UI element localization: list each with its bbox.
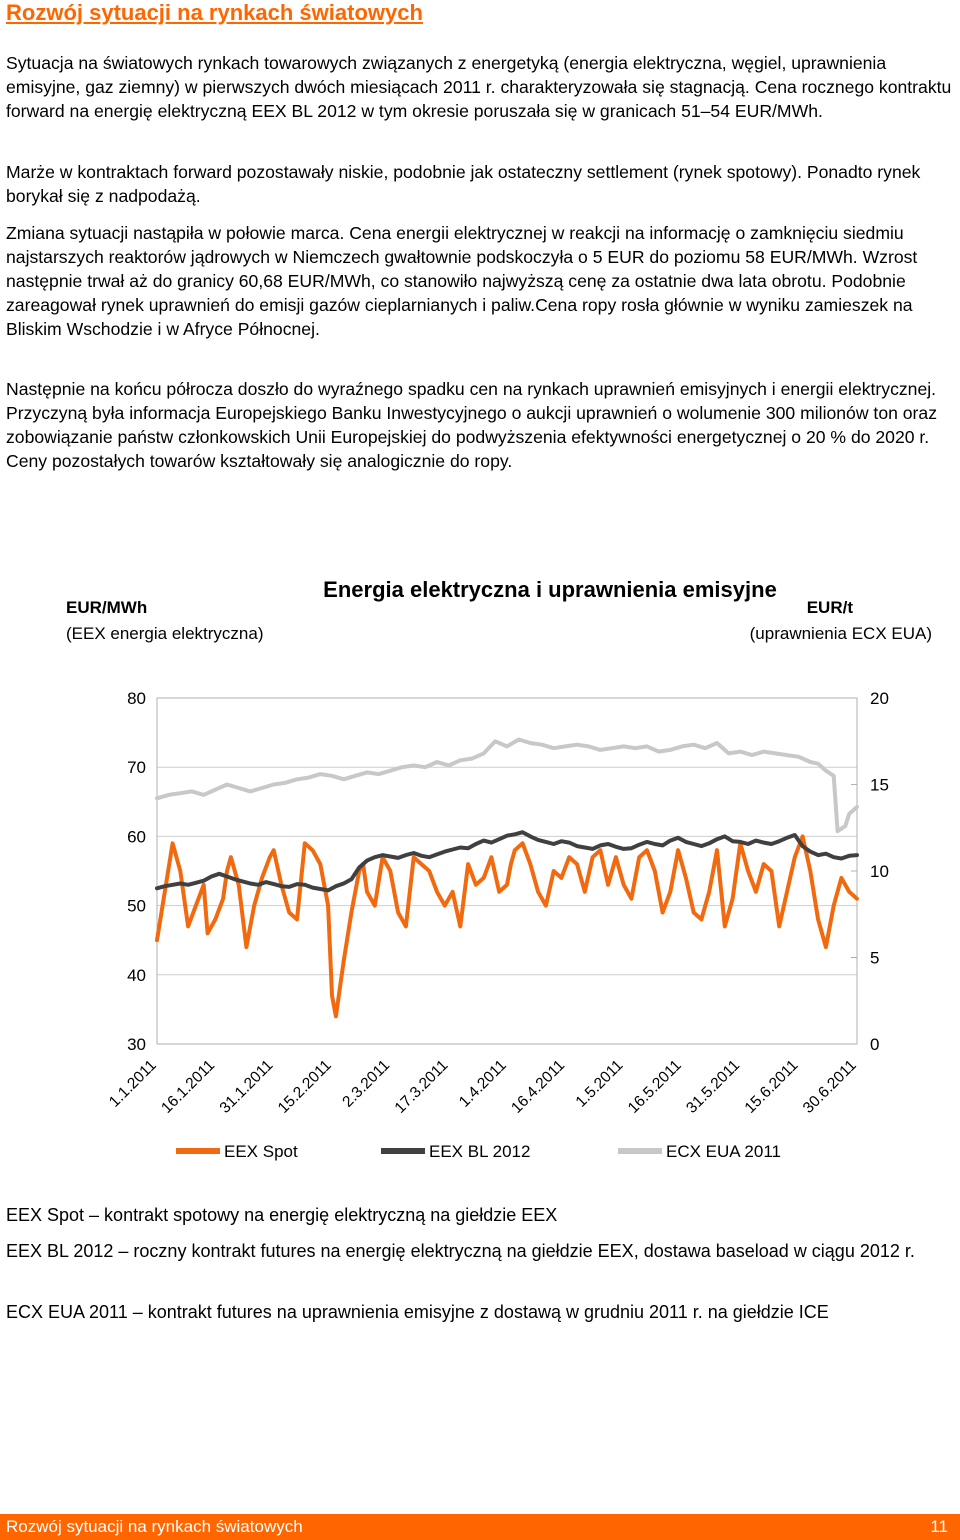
- paragraph-margins: Marże w kontraktach forward pozostawały niskie, podobnie jak ostateczny settlement (rynek spotowy). Ponadto rynek borykał się z nadpodażą.: [6, 162, 921, 206]
- page-number: 11: [930, 1517, 948, 1536]
- definition-eex-spot: EEX Spot – kontrakt spotowy na energię elektryczną na giełdzie EEX: [6, 1205, 558, 1225]
- x-tick-label: 16.4.2011: [508, 1056, 569, 1117]
- grid: [157, 698, 857, 1044]
- left-tick-label: 30: [127, 1035, 146, 1054]
- price-chart: [0, 560, 960, 1180]
- series-line-0: [157, 836, 857, 1016]
- left-axis-ticks: [127, 689, 146, 1054]
- paragraph-half-year-end: Następnie na końcu półrocza doszło do wyraźnego spadku cen na rynkach uprawnień emisyjnych i energii elektrycznej. Przyczyną była informacja Europejskiego Banku Inwestycyjnego o aukcji uprawnień o wolumenie 300 milionów ton oraz zobowiązanie państw członkowskich Unii Europejskiej do podwyższenia efektywności energetycznej o 20 % do 2020 r. Ceny pozostałych towarów kształtowały się analogicznie do ropy.: [6, 379, 937, 471]
- left-tick-label: 50: [127, 896, 146, 916]
- x-tick-label: 1.4.2011: [455, 1056, 510, 1111]
- section-heading: Rozwój sytuacji na rynkach światowych: [6, 0, 423, 25]
- series-line-2: [157, 740, 857, 832]
- right-axis-label: (uprawnienia ECX EUA): [749, 624, 932, 643]
- right-tick-label: 10: [870, 862, 889, 881]
- plot-frame: [157, 698, 857, 1044]
- definition-eex-bl-2012: EEX BL 2012 – roczny kontrakt futures na energię elektryczną na giełdzie EEX, dostawa baseload w ciągu 2012 r.: [6, 1241, 915, 1261]
- paragraph-march-change: Zmiana sytuacji nastąpiła w połowie marca. Cena energii elektrycznej w reakcji na informację o zamknięciu siedmiu najstarszych reaktorów jądrowych w Niemczech gwałtownie podskoczyła o 5 EUR do poziomu 58 EUR/MWh. Wzrost następnie trwał aż do granicy 60,68 EUR/MWh, co stanowiło najwyższą cenę za ostatnie dwa lata obrotu. Podobnie zareagował rynek uprawnień do emisji gazów cieplarnianych i paliw.Cena ropy rosła głównie w wyniku zamieszek na Bliskim Wschodzie i w Afryce Północnej.: [6, 223, 918, 339]
- x-tick-label: 31.5.2011: [683, 1056, 744, 1117]
- left-axis-unit: EUR/MWh: [66, 598, 148, 617]
- definition-ecx-eua-2011: ECX EUA 2011 – kontrakt futures na uprawnienia emisyjne z dostawą w grudniu 2011 r. na giełdzie ICE: [6, 1302, 829, 1322]
- left-tick-label: 80: [127, 689, 146, 708]
- x-tick-label: 2.3.2011: [339, 1056, 394, 1111]
- left-axis-label: (EEX energia elektryczna): [66, 624, 264, 643]
- right-axis-unit: EUR/t: [806, 598, 853, 617]
- left-tick-label: 40: [127, 965, 146, 985]
- chart-svg: [0, 560, 960, 1180]
- x-axis-ticks: [106, 1057, 860, 1117]
- x-tick-label: 17.3.2011: [391, 1056, 452, 1117]
- x-tick-label: 16.1.2011: [158, 1056, 219, 1117]
- legend-label: EEX Spot: [224, 1142, 298, 1161]
- x-tick-label: 30.6.2011: [799, 1056, 860, 1117]
- right-tick-label: 15: [870, 775, 889, 795]
- x-tick-label: 16.5.2011: [624, 1056, 685, 1117]
- chart-title: Energia elektryczna i uprawnienia emisyjne: [323, 577, 777, 602]
- legend: [176, 1142, 781, 1161]
- right-tick-label: 0: [870, 1035, 880, 1054]
- left-tick-label: 70: [127, 758, 146, 778]
- right-tick-label: 20: [870, 689, 889, 708]
- paragraph-stagnation: Sytuacja na światowych rynkach towarowych związanych z energetyką (energia elektryczna, węgiel, uprawnienia emisyjne, gaz ziemny) w pierwszych dwóch miesiącach 2011 r. charakteryzowała się stagnacją. Cena rocznego kontraktu forward na energię elektryczną EEX BL 2012 w tym okresie poruszała się w granicach 51–54 EUR/MWh.: [6, 53, 952, 121]
- legend-label: EEX BL 2012: [429, 1142, 531, 1161]
- x-tick-label: 1.1.2011: [105, 1056, 160, 1111]
- footer-title: Rozwój sytuacji na rynkach światowych: [6, 1517, 303, 1536]
- x-tick-label: 15.6.2011: [741, 1056, 802, 1117]
- legend-label: ECX EUA 2011: [666, 1142, 781, 1161]
- x-tick-label: 1.5.2011: [572, 1056, 627, 1111]
- x-tick-label: 31.1.2011: [216, 1056, 277, 1117]
- right-tick-label: 5: [870, 948, 880, 968]
- page-footer: [0, 1514, 960, 1540]
- left-tick-label: 60: [127, 827, 146, 847]
- x-tick-label: 15.2.2011: [274, 1056, 335, 1117]
